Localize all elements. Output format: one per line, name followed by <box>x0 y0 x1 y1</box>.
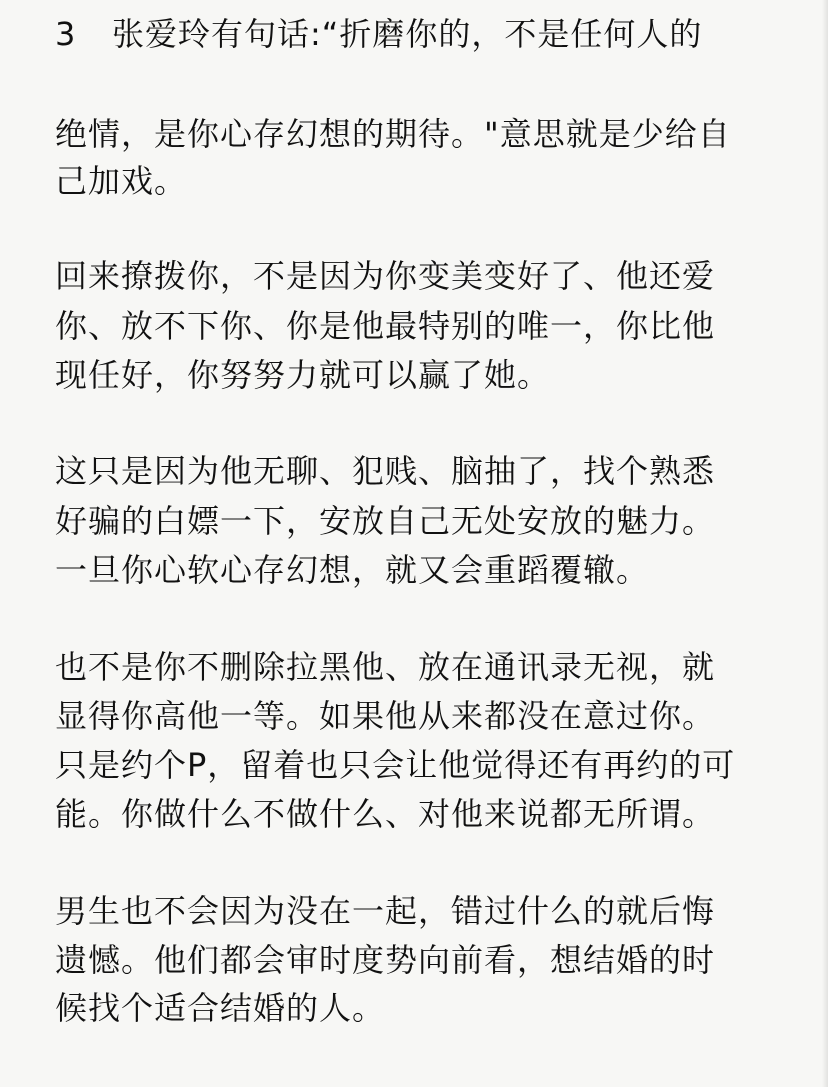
text-line-9: 一旦你心软心存幻想，就又会重蹈覆辙。 <box>55 551 650 589</box>
text-line-6: 现任好，你努努力就可以赢了她。 <box>55 356 551 394</box>
text-line-15: 遗憾。他们都会审时度势向前看，想结婚的时 <box>55 941 716 979</box>
text-line-2: 绝情，是你心存幻想的期待。"意思就是少给自 <box>55 115 731 153</box>
line-text: 张爱玲有句话:“折磨你的，不是任何人的 <box>112 15 703 53</box>
text-line-14: 男生也不会因为没在一起，错过什么的就后悔 <box>55 892 716 930</box>
text-line-4: 回来撩拨你，不是因为你变美变好了、他还爱 <box>55 257 716 295</box>
text-line-10: 也不是你不删除拉黑他、放在通讯录无视，就 <box>55 648 716 686</box>
text-line-12: 只是约个P，留着也只会让他觉得还有再约的可 <box>55 746 736 784</box>
text-line-3: 己加戏。 <box>55 162 188 200</box>
text-line-7: 这只是因为他无聊、犯贱、脑抽了，找个熟悉 <box>55 452 716 490</box>
text-line-16: 候找个适合结婚的人。 <box>55 989 386 1027</box>
text-line-13: 能。你做什么不做什么、对他来说都无所谓。 <box>55 795 716 833</box>
text-line-5: 你、放不下你、你是他最特别的唯一，你比他 <box>55 307 716 345</box>
text-line-11: 显得你高他一等。如果他从来都没在意过你。 <box>55 697 716 735</box>
text-line-1 <box>55 16 702 52</box>
section-number: 3 <box>55 15 77 53</box>
page-edge-shadow <box>822 0 828 1087</box>
text-line-8: 好骗的白嫖一下，安放自己无处安放的魅力。 <box>55 502 716 540</box>
